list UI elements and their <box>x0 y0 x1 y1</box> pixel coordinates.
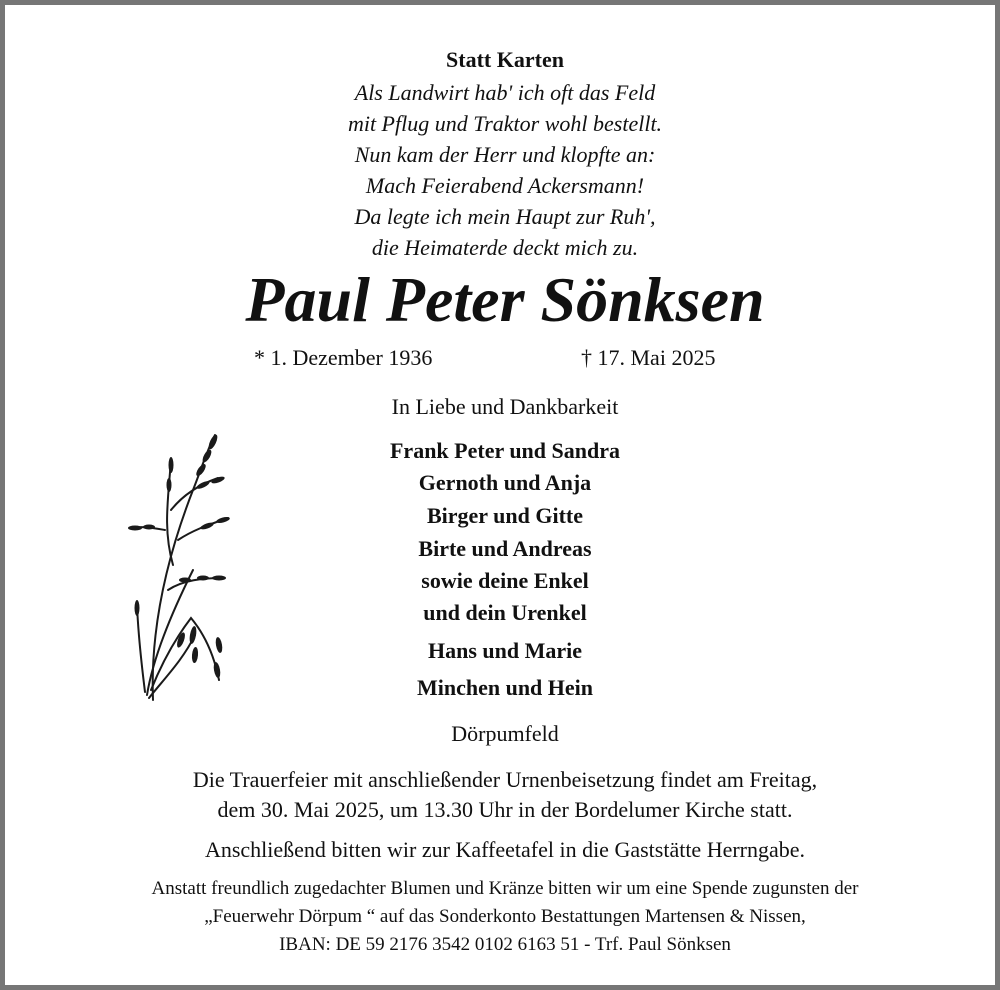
service-line: Die Trauerfeier mit anschließender Urnenbeisetzung findet am Freitag, <box>192 767 818 792</box>
mourner-name: Birger und Gitte <box>426 503 584 528</box>
deceased-name: Paul Peter Sönksen <box>245 264 765 335</box>
header-label: Statt Karten <box>446 47 564 72</box>
poem-line: die Heimaterde deckt mich zu. <box>371 235 639 260</box>
reception-note: Anschließend bitten wir zur Kaffeetafel in die Gaststätte Herrngabe. <box>204 837 806 862</box>
death-date: † 17. Mai 2025 <box>581 345 716 370</box>
mourner-name: Minchen und Hein <box>416 675 594 700</box>
mourner-name: Frank Peter und Sandra <box>389 438 620 463</box>
birth-date: * 1. Dezember 1936 <box>254 345 433 370</box>
mourner-name: Birte und Andreas <box>418 536 592 561</box>
mourner-name: Gernoth und Anja <box>418 470 592 495</box>
donation-line: „Feuerwehr Dörpum “ auf das Sonderkonto Bestattungen Martensen & Nissen, <box>204 906 806 927</box>
poem-line: Mach Feierabend Ackersmann! <box>365 173 645 198</box>
service-line: dem 30. Mai 2025, um 13.30 Uhr in der Bordelumer Kirche statt. <box>217 797 793 822</box>
poem-line: mit Pflug und Traktor wohl bestellt. <box>347 111 663 136</box>
mourner-name: sowie deine Enkel <box>421 568 589 593</box>
donation-line: IBAN: DE 59 2176 3542 0102 6163 51 - Trf. Paul Sönksen <box>279 934 731 955</box>
place: Dörpumfeld <box>451 721 559 746</box>
poem-line: Da legte ich mein Haupt zur Ruh', <box>354 204 656 229</box>
donation-line: Anstatt freundlich zugedachter Blumen und Kränze bitten wir um eine Spende zugunsten der <box>151 878 859 899</box>
poem-line: Als Landwirt hab' ich oft das Feld <box>354 80 656 105</box>
mourner-name: Hans und Marie <box>427 638 583 663</box>
mourner-name: und dein Urenkel <box>423 600 587 625</box>
poem-line: Nun kam der Herr und klopfte an: <box>354 142 656 167</box>
dedication: In Liebe und Dankbarkeit <box>391 394 619 419</box>
